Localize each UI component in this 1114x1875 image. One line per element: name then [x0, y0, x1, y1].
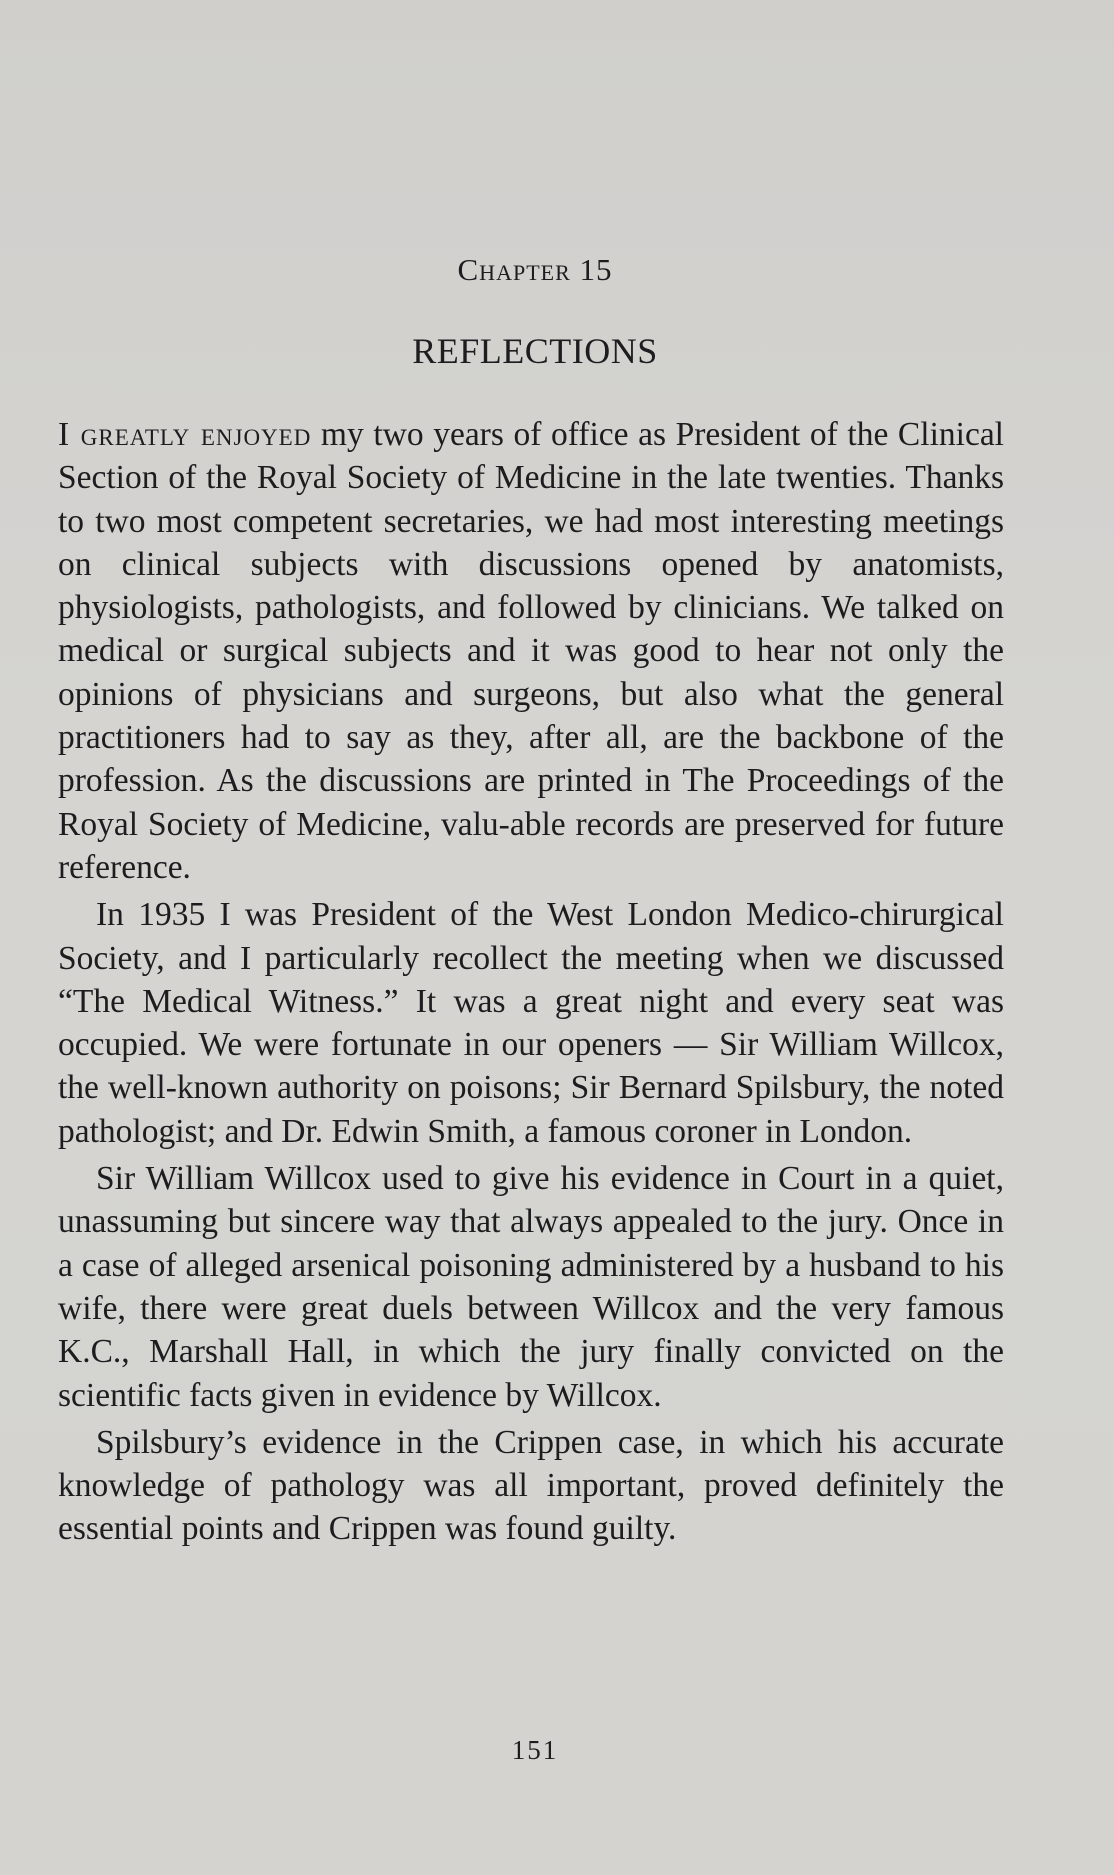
paragraph-1 — [58, 413, 1004, 889]
body-text — [58, 413, 1004, 1551]
chapter-title: REFLECTIONS — [412, 331, 658, 371]
paragraph-3: Sir William Willcox used to give his evidence in Court in a quiet, unassuming but sincere way that always appealed to the jury. Once in a case of alleged arsenical poisoning administered by a husband to his wife, there were great duels between Willcox and the very famous K.C., Marshall Hall, in which the jury finally convicted on the scientific facts given in evidence by Willcox. — [58, 1160, 1004, 1414]
chapter-label: Chapter 15 — [457, 252, 613, 287]
paragraph-1-text: my two years of office as President of the Clinical Section of the Royal Society of Medicine in the late twenties. Thanks to two most competent secretaries, we had most interesting meetings on clinical subjects with discussions opened by anatomists, physiologists, pathologists, and followed by clinicians. We talked on medical or surgical subjects and it was good to hear not only the opinions of physicians and surgeons, but also what the general practitioners had to say as they, after all, are the backbone of the profession. As the discussions are printed in The Proceedings of the Royal Society of Medicine, valu-able records are preserved for future reference. — [58, 416, 1004, 886]
paragraph-lead-words: I greatly enjoyed — [58, 416, 312, 453]
paragraph-4: Spilsbury’s evidence in the Crippen case, in which his accurate knowledge of pathology was all important, proved definitely the essential points and Crippen was found guilty. — [58, 1423, 1004, 1548]
page-number: 151 — [511, 1735, 559, 1765]
paragraph-2: In 1935 I was President of the West London Medico-chirurgical Society, and I particularly recollect the meeting when we discussed “The Medical Witness.” It was a great night and every seat was occupied. We were fortunate in our openers — Sir William Willcox, the well-known authority on poisons; Sir Bernard Spilsbury, the noted pathologist; and Dr. Edwin Smith, a famous coroner in London. — [58, 896, 1004, 1150]
